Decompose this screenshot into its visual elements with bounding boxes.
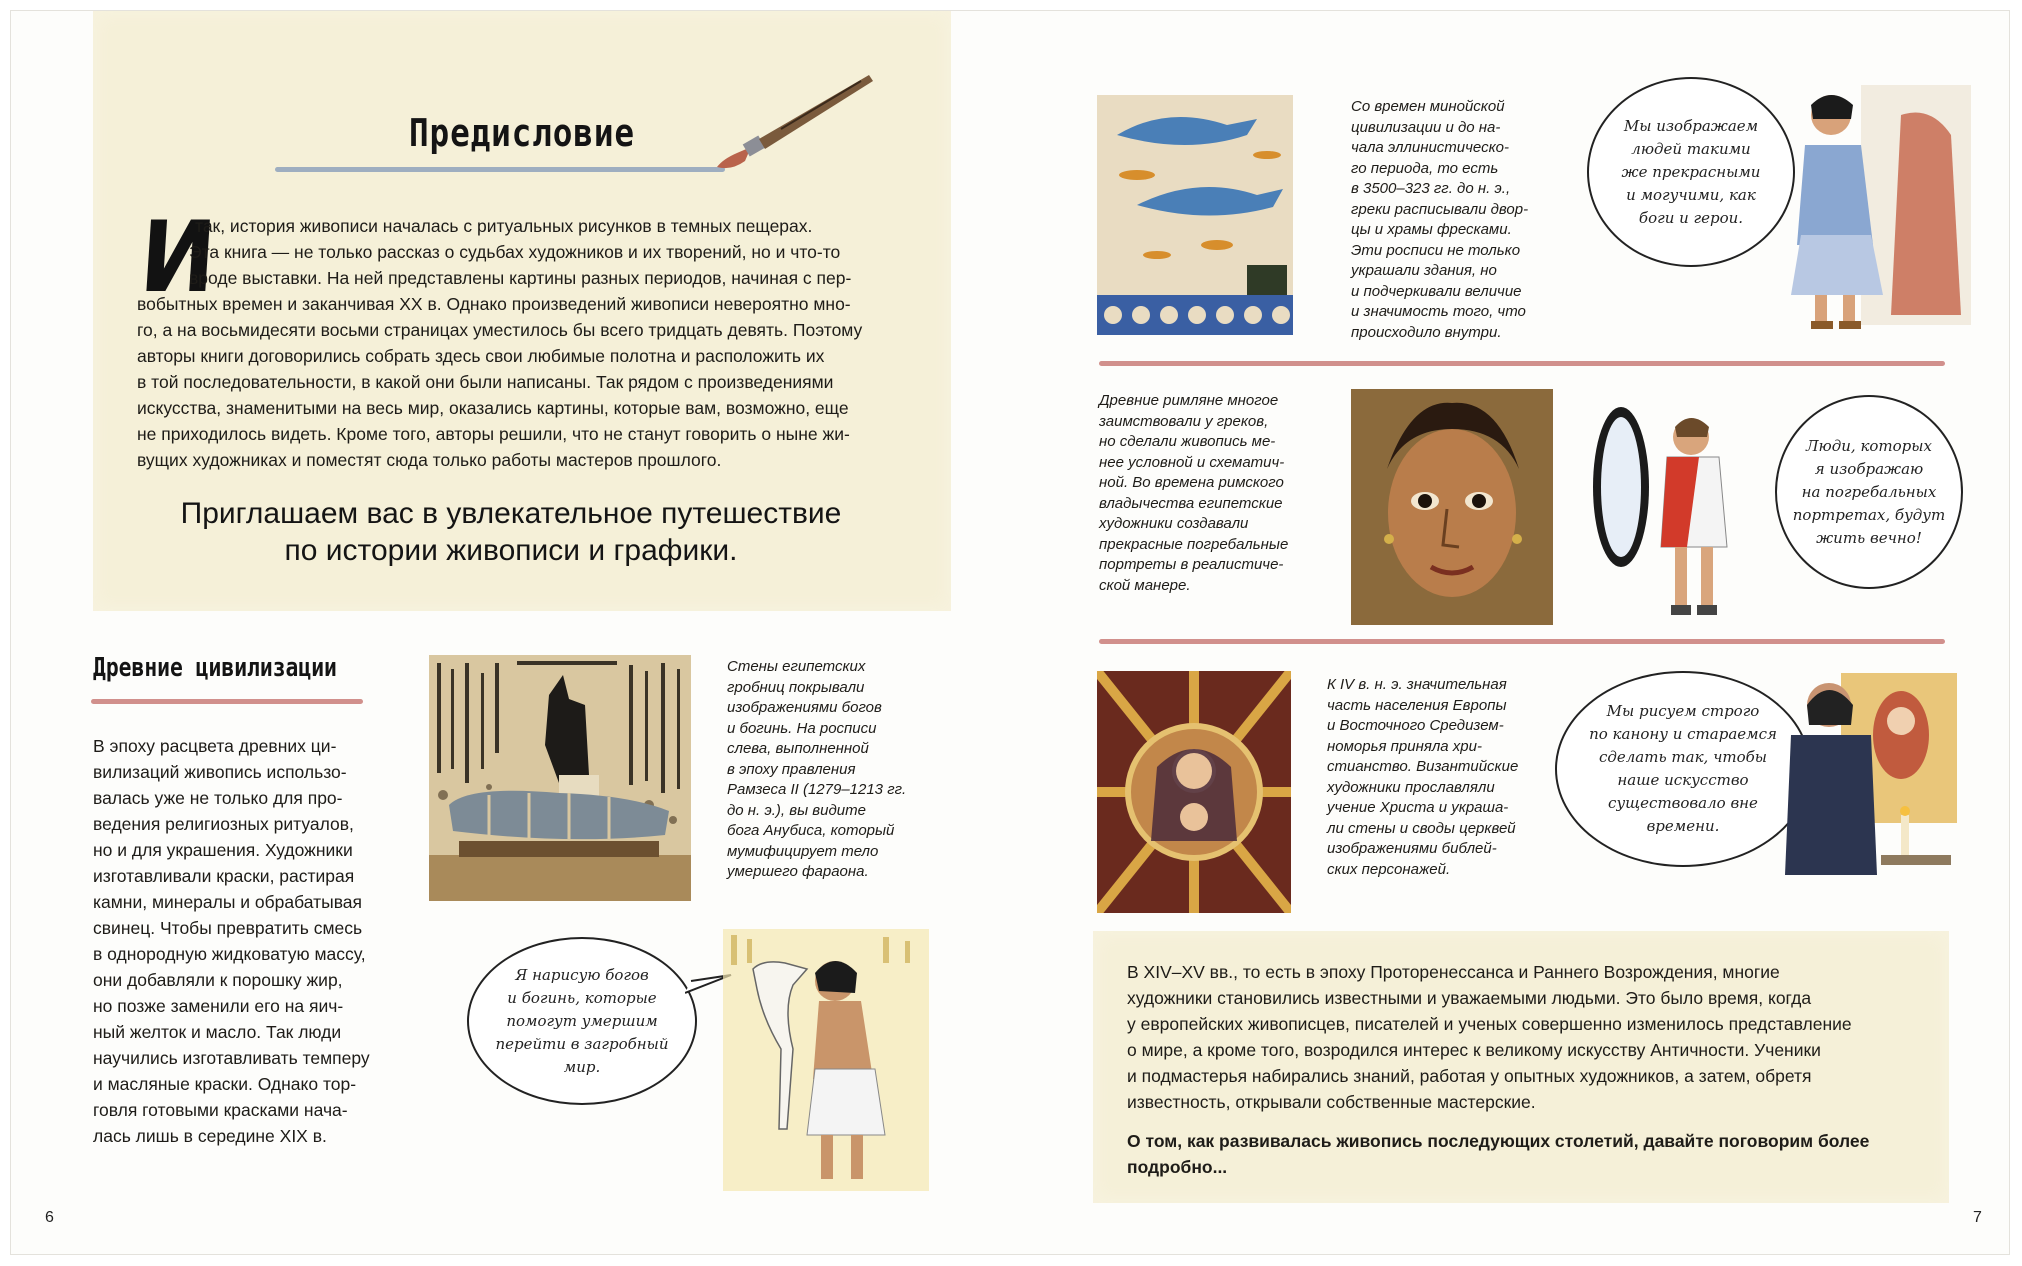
speech-line: я изображаю [1814, 459, 1924, 478]
minoan-caption-line: цивилизации и до на- [1351, 118, 1501, 136]
page-number-left: 6 [45, 1209, 54, 1226]
roman-caption-line: нее условной и схематич- [1099, 453, 1285, 471]
minoan-caption-line: чала эллинистическо- [1351, 139, 1510, 156]
ancient-line: ный желток и масло. Так люди [93, 1022, 342, 1042]
book-spread [10, 10, 2010, 1255]
ancient-line: В эпоху расцвета древних ци- [93, 736, 337, 756]
speech-line: Я нарисую богов [515, 965, 649, 984]
ancient-line: лась лишь в середине XIX в. [93, 1126, 327, 1146]
minoan-caption-line: греки расписывали двор- [1351, 200, 1529, 218]
byzantine-caption-line: и Восточного Средизем- [1327, 717, 1504, 734]
preface-paragraph [137, 213, 917, 473]
roman-caption-line: Древние римляне многое [1099, 392, 1279, 409]
roman-caption-line: портреты в реалистиче- [1099, 556, 1284, 573]
fayum-mummy-portrait [1351, 389, 1553, 625]
preface-title: Предисловие [409, 111, 635, 155]
preface-title-underline [275, 167, 725, 172]
minoan-caption-line: и подчеркивали величие [1351, 282, 1522, 300]
ancient-line: но позже заменили его на яич- [93, 996, 344, 1016]
speech-line: людей такими [1631, 139, 1751, 158]
paragraph-gap [1127, 1115, 1927, 1128]
minoan-dolphin-fresco [1097, 95, 1293, 335]
ancient-line: в однородную жидковатую массу, [93, 944, 366, 964]
renaissance-line: и подмастерья набирались знаний, работая у опытных художников, а затем, обретя [1127, 1066, 1812, 1086]
minoan-caption-line: украшали здания, но [1351, 262, 1497, 279]
roman-caption-line: заимствовали у греков, [1099, 412, 1269, 430]
minoan-caption [1351, 97, 1561, 343]
page-number-right: 7 [1973, 1209, 1982, 1226]
paintbrush-illustration [711, 67, 881, 177]
minoan-caption-line: Со времен минойской [1351, 98, 1505, 115]
preface-line: вобытных времен и заканчивая XX в. Однако произведений живописи невероятно мно- [137, 294, 851, 314]
roman-caption-line: владычества египетские [1099, 494, 1283, 512]
speech-line: Люди, которых [1806, 436, 1932, 455]
roman-caption-line: прекрасные погребальные [1099, 535, 1289, 553]
speech-line: наше искусство [1617, 771, 1749, 789]
preface-line: не приходилось видеть. Кроме того, авторы решили, что не станут говорить о ныне жи- [137, 424, 850, 444]
preface-line: авторы книги договорились собрать здесь свои любимые полотна и расположить их [137, 346, 825, 366]
renaissance-paragraph [1127, 959, 1927, 1180]
byzantine-caption-line: ских персонажей. [1327, 860, 1451, 878]
renaissance-line: художники становились известными и уважаемыми людьми. Это было время, когда [1127, 988, 1812, 1008]
byzantine-painter-illustration [1781, 665, 1961, 895]
roman-caption-line: художники создавали [1099, 515, 1249, 532]
speech-line: Мы рисуем строго [1606, 702, 1760, 720]
right-divider-1 [1099, 361, 1945, 366]
minoan-caption-line: происходило внутри. [1351, 323, 1502, 341]
speech-line: по канону и стараемся [1589, 725, 1777, 743]
renaissance-line: В XIV–XV вв., то есть в эпоху Проторенессанса и Раннего Возрождения, многие [1127, 962, 1780, 982]
greek-painter-illustration [1791, 75, 1971, 339]
ancient-line: и масляные краски. Однако тор- [93, 1074, 357, 1094]
renaissance-bold-line: подробно... [1127, 1157, 1228, 1177]
speech-line: и могучими, как [1626, 185, 1756, 204]
egypt-caption-line: мумифицирует тело [727, 842, 879, 860]
drop-cap-letter: И [136, 201, 220, 315]
renaissance-line: о мире, а кроме того, возродился интерес к великому искусству Античности. Ученики [1127, 1040, 1821, 1060]
preface-line: го, а на восьмидесяти восьми страницах уместилось бы всего тридцать девять. Поэтому [137, 320, 863, 340]
ancient-section-title: Древние цивилизации [93, 653, 337, 683]
minoan-caption-line: и значимость того, что [1351, 303, 1526, 320]
egypt-caption-line: в эпоху правления [727, 760, 856, 778]
egypt-caption-line: до н. э.), вы видите [727, 801, 866, 819]
ancient-line: изготавливали краски, растирая [93, 866, 355, 886]
egypt-caption-line: и богинь. На росписи [727, 719, 877, 737]
byzantine-caption-line: номорья приняла хри- [1327, 737, 1482, 755]
renaissance-line: известность, открывали собственные мастерские. [1127, 1092, 1536, 1112]
minoan-caption-line: в 3500–323 гг. до н. э., [1351, 180, 1511, 197]
renaissance-line: у европейских живописцев, писателей и ученых совершенно изменилось представление [1127, 1014, 1852, 1034]
preface-line: в той последовательности, в какой они были написаны. Так рядом с произведениями [137, 372, 834, 392]
roman-caption-line: ской манере. [1099, 576, 1191, 594]
egypt-caption-line: Рамзеса II (1279–1213 гг. [727, 781, 907, 798]
speech-line: помогут умершим [506, 1011, 658, 1030]
roman-caption [1099, 391, 1319, 596]
right-divider-2 [1099, 639, 1945, 644]
ancient-title-underline [91, 699, 363, 704]
roman-painter-speech-bubble [1775, 395, 1963, 589]
byzantine-caption-line: стианство. Византийские [1327, 758, 1519, 775]
byzantine-caption-line: художники прославляли [1327, 778, 1495, 796]
ancient-paragraph [93, 733, 393, 1149]
speech-line: мир. [563, 1057, 601, 1076]
renaissance-bold-line: О том, как развивалась живопись последующих столетий, давайте поговорим более [1127, 1131, 1870, 1151]
speech-line: жить вечно! [1816, 528, 1922, 547]
ancient-line: они добавляли к порошку жир, [93, 970, 343, 990]
invite-line: Приглашаем вас в увлекательное путешествие [180, 497, 842, 530]
speech-line: перейти в загробный [495, 1034, 669, 1053]
egypt-caption [727, 657, 917, 883]
egyptian-anubis-fresco [429, 655, 691, 901]
egypt-caption-line: гробниц покрывали [727, 678, 865, 696]
roman-painter-illustration [1591, 397, 1741, 625]
invite-line: по истории живописи и графики. [284, 534, 738, 567]
ancient-line: вилизаций живопись использо- [93, 762, 347, 782]
speech-line: Мы изображаем [1623, 116, 1759, 135]
speech-line: времени. [1646, 817, 1720, 835]
speech-line: портретах, будут [1792, 505, 1946, 524]
greek-painter-speech-bubble [1587, 77, 1795, 267]
speech-line: на погребальных [1801, 482, 1937, 501]
byzantine-caption [1327, 675, 1537, 880]
minoan-caption-line: го периода, то есть [1351, 159, 1499, 177]
speech-line: боги и герои. [1638, 208, 1744, 227]
byzantine-caption-line: часть населения Европы [1327, 696, 1507, 714]
byzantine-dome-fresco [1097, 671, 1291, 913]
preface-line: вроде выставки. На ней представлены картины разных периодов, начиная с пер- [189, 268, 852, 288]
egypt-caption-line: изображениями богов [727, 699, 882, 716]
minoan-caption-line: Эти росписи не только [1351, 241, 1521, 259]
ancient-line: камни, минералы и обрабатывая [93, 892, 363, 912]
egypt-caption-line: слева, выполненной [727, 740, 869, 757]
byzantine-caption-line: изображениями библей- [1327, 840, 1497, 857]
egyptian-painter-illustration [723, 929, 929, 1191]
speech-line: сделать так, чтобы [1598, 748, 1768, 766]
egypt-caption-line: Стены египетских [727, 658, 866, 675]
byzantine-caption-line: учение Христа и украша- [1327, 799, 1509, 816]
ancient-line: свинец. Чтобы превратить смесь [93, 918, 363, 938]
invite-heading [111, 495, 911, 569]
byzantine-caption-line: ли стены и своды церквей [1327, 819, 1516, 837]
roman-caption-line: но сделали живопись ме- [1099, 433, 1276, 450]
preface-line: искусства, знаменитыми на весь мир, оказались картины, которые вам, возможно, еще [137, 398, 849, 418]
egypt-caption-line: бога Анубиса, который [727, 822, 895, 839]
speech-line: же прекрасными [1621, 162, 1761, 181]
ancient-line: ведения религиозных ритуалов, [93, 814, 354, 834]
ancient-line: валась уже не только для про- [93, 788, 343, 808]
ancient-line: научились изготавливать темперу [93, 1048, 370, 1068]
byzantine-caption-line: К IV в. н. э. значительная [1327, 676, 1507, 693]
egyptian-painter-speech-bubble [467, 937, 697, 1105]
preface-line: Эта книга — не только рассказ о судьбах художников и их творений, но и что-то [189, 242, 841, 262]
speech-line: и богинь, которые [507, 988, 657, 1007]
preface-line: так, история живописи началась с ритуальных рисунков в темных пещерах. [195, 216, 813, 236]
speech-line: существовало вне [1608, 794, 1758, 812]
egypt-caption-line: умершего фараона. [727, 863, 869, 880]
roman-caption-line: ной. Во времена римского [1099, 474, 1284, 491]
preface-line: вущих художниках и поместят сюда только работы мастеров прошлого. [137, 450, 722, 470]
minoan-caption-line: цы и храмы фресками. [1351, 221, 1512, 238]
ancient-line: говля готовыми красками нача- [93, 1100, 348, 1120]
byzantine-painter-speech-bubble [1555, 671, 1811, 867]
ancient-line: но и для украшения. Художники [93, 840, 353, 860]
